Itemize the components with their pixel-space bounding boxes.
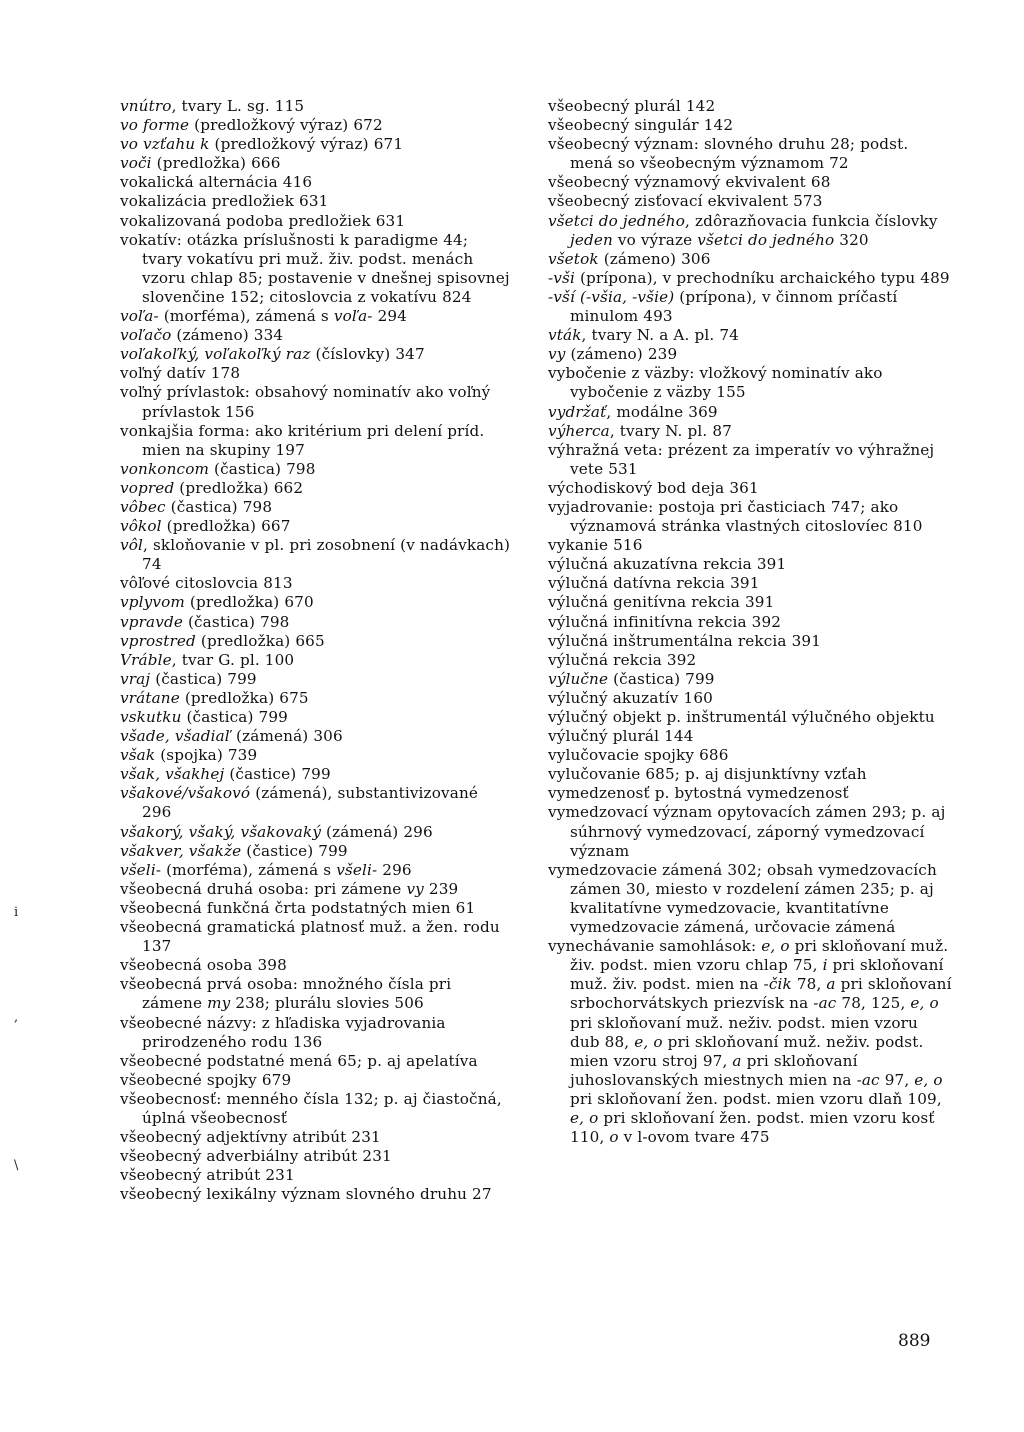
- entry-term-italic: vopred: [120, 478, 175, 497]
- index-entry: [120, 613, 512, 632]
- entry-text: (morféma), zámená s: [161, 860, 337, 879]
- index-entry: [120, 784, 512, 822]
- entry-text: , tvary N. a A. pl. 74: [581, 326, 739, 345]
- entry-term-italic: e, o: [761, 937, 790, 956]
- entry-text: výlučný objekt p. inštrumentál výlučného objektu: [548, 708, 935, 726]
- entry-text: (predložka) 675: [179, 688, 309, 707]
- index-entry: [120, 154, 512, 173]
- entry-text: 78,: [791, 975, 827, 994]
- index-entry: [548, 803, 952, 860]
- entry-term-italic: všetci do jedného: [548, 211, 686, 230]
- entry-term-italic: e, o: [914, 1070, 943, 1089]
- entry-term-italic: vy: [406, 879, 424, 898]
- entry-term-italic: všakorý, všaký, všakovaký: [120, 822, 322, 841]
- entry-text: výlučná rekcia 392: [548, 650, 697, 669]
- entry-term-italic: voľa-: [120, 307, 159, 326]
- entry-term-italic: o: [609, 1128, 619, 1147]
- entry-text: všeobecný významový ekvivalent 68: [548, 173, 831, 192]
- index-entry: [120, 192, 512, 211]
- entry-term-italic: -vší (-všia, -všie): [548, 287, 675, 306]
- entry-term-italic: -ac: [856, 1070, 880, 1089]
- right-index-column: [548, 97, 952, 1147]
- index-entry: [548, 441, 952, 479]
- index-entry: [548, 861, 952, 937]
- entry-text: vôľové citoslovcia 813: [120, 574, 293, 593]
- entry-term-italic: všakver, všakže: [120, 841, 242, 860]
- index-entry: [548, 689, 952, 708]
- entry-text: (číslovky) 347: [310, 345, 425, 364]
- entry-text: východiskový bod deja 361: [548, 478, 759, 497]
- index-entry: [548, 326, 952, 345]
- entry-term-italic: vpravde: [120, 612, 183, 631]
- index-entry: [548, 670, 952, 689]
- index-entry: [120, 479, 512, 498]
- entry-text: všeobecná osoba 398: [120, 956, 287, 975]
- index-entry: [548, 403, 952, 422]
- entry-term-italic: všakové/všakovó: [120, 784, 251, 803]
- entry-term-italic: vôkol: [120, 517, 162, 536]
- entry-text: (predložka) 670: [184, 593, 314, 612]
- index-entry: [120, 593, 512, 612]
- entry-text: 320: [834, 230, 869, 249]
- index-entry: [120, 231, 512, 307]
- entry-text: vymedzovacie zámená 302; obsah vymedzovacích zámen 30, miesto v rozdelení zámen 235; p. aj kvalitatívne vymedzovacie, kvantitatívne vymedzovacie zámená, určovacie zámená: [548, 860, 937, 937]
- index-entry: [120, 422, 512, 460]
- index-entry: [120, 97, 512, 116]
- entry-term-italic: vprostred: [120, 631, 196, 650]
- entry-text: vybočenie z väzby: vložkový nominatív ako vybočenie z väzby 155: [548, 364, 883, 402]
- entry-text: , tvar G. pl. 100: [171, 650, 295, 669]
- entry-text: 239: [423, 879, 459, 898]
- index-entry: [120, 345, 512, 364]
- entry-term-italic: vydržať: [548, 402, 607, 421]
- index-entry: [548, 498, 952, 536]
- entry-text: vynechávanie samohlások:: [548, 937, 762, 956]
- entry-term-italic: všeli-: [120, 860, 162, 879]
- index-entry: [120, 880, 512, 899]
- index-entry: [120, 918, 512, 956]
- entry-text: (častica) 799: [150, 669, 257, 688]
- index-entry: [120, 899, 512, 918]
- index-entry: [548, 613, 952, 632]
- index-entry: [120, 173, 512, 192]
- entry-text: všeobecný lexikálny význam slovného druhu 27: [120, 1185, 492, 1204]
- entry-text: vylučovanie 685; p. aj disjunktívny vzťah: [548, 765, 867, 784]
- entry-term-italic: všetok: [548, 249, 599, 268]
- entry-text: (predložka) 665: [195, 631, 325, 650]
- entry-text: všeobecný singulár 142: [548, 116, 734, 135]
- entry-text: všeobecnosť: menného čísla 132; p. aj čiastočná, úplná všeobecnosť: [120, 1089, 502, 1127]
- entry-term-italic: vôl: [120, 536, 144, 555]
- entry-term-italic: vôbec: [120, 497, 166, 516]
- entry-text: všeobecný adverbiálny atribút 231: [120, 1147, 392, 1166]
- entry-text: všeobecný význam: slovného druhu 28; podst. mená so všeobecným významom 72: [548, 135, 909, 173]
- entry-text: (zámená) 296: [321, 822, 433, 841]
- index-entry: [120, 116, 512, 135]
- entry-text: výlučná inštrumentálna rekcia 391: [548, 631, 822, 650]
- index-entry: [120, 460, 512, 479]
- index-entry: [120, 975, 512, 1013]
- index-entry: [548, 555, 952, 574]
- margin-mark: \: [14, 1158, 19, 1173]
- margin-mark: i: [14, 905, 19, 920]
- entry-text: výlučná infinitívna rekcia 392: [548, 612, 782, 631]
- entry-term-italic: vskutku: [120, 708, 182, 726]
- index-entry: [120, 574, 512, 593]
- entry-text: v l-ovom tvare 475: [618, 1128, 770, 1147]
- entry-term-italic: i: [822, 956, 828, 975]
- index-entry: [548, 536, 952, 555]
- index-entry: [548, 765, 952, 784]
- entry-text: (prípona), v činnom príčastí minulom 493: [570, 287, 898, 326]
- entry-text: všeobecné podstatné mená 65; p. aj apelatíva: [120, 1051, 478, 1070]
- entry-term-italic: voľačo: [120, 326, 172, 345]
- entry-text: všeobecný adjektívny atribút 231: [120, 1128, 381, 1147]
- entry-text: (častica) 799: [181, 708, 288, 726]
- index-entry: [120, 689, 512, 708]
- entry-text: výlučná genitívna rekcia 391: [548, 593, 775, 612]
- entry-text: všeobecné názvy: z hľadiska vyjadrovania prirodzeného rodu 136: [120, 1013, 446, 1051]
- entry-text: (zámeno) 334: [171, 326, 284, 345]
- index-entry: [548, 364, 952, 402]
- index-entry: [548, 422, 952, 441]
- left-index-column: [120, 97, 512, 1204]
- index-entry: [548, 746, 952, 765]
- entry-term-italic: e, o: [570, 1108, 599, 1127]
- index-entry: [548, 727, 952, 746]
- entry-text: (častica) 799: [608, 669, 715, 688]
- entry-text: , zdôrazňovacia funkcia číslovky: [685, 211, 938, 230]
- index-entry: [120, 1147, 512, 1166]
- index-entry: [548, 192, 952, 211]
- entry-text: (častice) 799: [224, 765, 331, 784]
- entry-term-italic: e, o: [634, 1032, 663, 1051]
- margin-mark: ,: [14, 1010, 19, 1025]
- entry-term-italic: všeli-: [336, 860, 378, 879]
- entry-text: vymedzenosť p. bytostná vymedzenosť: [548, 784, 849, 803]
- entry-text: 238; plurálu slovies 506: [230, 994, 424, 1013]
- entry-text: výlučný akuzatív 160: [548, 688, 713, 707]
- entry-term-italic: Vráble: [120, 650, 172, 669]
- entry-text: (predložka) 667: [161, 517, 291, 536]
- entry-text: vokatív: otázka príslušnosti k paradigme 44; tvary vokatívu pri muž. živ. podst. menách vzoru chlap 85; postavenie v dnešnej spisovnej slovenčine 152; citoslovcia z vokatívu 824: [120, 230, 510, 306]
- entry-term-italic: a: [826, 975, 836, 994]
- entry-text: výhražná veta: prézent za imperatív vo výhražnej vete 531: [548, 440, 935, 478]
- entry-term-italic: my: [207, 994, 231, 1013]
- entry-term-italic: vnútro: [120, 97, 172, 115]
- entry-text: voľný prívlastok: obsahový nominatív ako voľný prívlastok 156: [120, 383, 491, 421]
- index-entry: [120, 1014, 512, 1052]
- index-entry: [120, 498, 512, 517]
- index-entry: [120, 823, 512, 842]
- entry-text: vyjadrovanie: postoja pri časticiach 747; ako významová stránka vlastných citoslovíec 810: [548, 497, 923, 536]
- entry-text: pri skloňovaní žen. podst. mien vzoru kosť 110,: [570, 1108, 935, 1147]
- entry-term-italic: voľakoľký, voľakoľký raz: [120, 345, 311, 364]
- entry-term-italic: však, všakhej: [120, 765, 225, 784]
- index-entry: [120, 956, 512, 975]
- entry-term-italic: -vši: [548, 268, 575, 287]
- index-entry: [548, 708, 952, 727]
- entry-text: vylučovacie spojky 686: [548, 746, 729, 765]
- index-entry: [120, 517, 512, 536]
- entry-text: vymedzovací význam opytovacích zámen 293; p. aj súhrnový vymedzovací, záporný vymedzovací význam: [548, 803, 946, 860]
- index-entry: [548, 593, 952, 612]
- entry-term-italic: vo forme: [120, 116, 190, 135]
- entry-term-italic: výherca: [548, 421, 610, 440]
- index-entry: [120, 135, 512, 154]
- index-entry: [120, 670, 512, 689]
- entry-text: pri skloňovaní žen. podst. mien vzoru dlaň 109,: [570, 1089, 942, 1108]
- entry-term-italic: -ac: [813, 994, 837, 1013]
- entry-text: (morféma), zámená s: [158, 307, 334, 326]
- entry-text: 294: [372, 307, 408, 326]
- entry-term-italic: výlučne: [548, 669, 609, 688]
- entry-term-italic: a: [732, 1051, 742, 1070]
- entry-term-italic: však: [120, 746, 156, 765]
- index-entry: [548, 784, 952, 803]
- entry-term-italic: voľa-: [333, 307, 373, 326]
- entry-term-italic: vraj: [120, 669, 151, 688]
- index-entry: [548, 651, 952, 670]
- index-entry: [120, 1071, 512, 1090]
- entry-term-italic: -čik: [763, 975, 792, 994]
- entry-text: (spojka) 739: [155, 746, 258, 765]
- entry-text: vokalizovaná podoba predložiek 631: [120, 211, 406, 230]
- index-entry: [548, 345, 952, 364]
- entry-text: , tvary N. pl. 87: [609, 421, 732, 440]
- index-entry: [120, 746, 512, 765]
- entry-text: pri skloňovaní muž. živ. podst. mien na: [570, 956, 944, 994]
- entry-text: výlučná akuzatívna rekcia 391: [548, 555, 787, 574]
- entry-text: 97,: [879, 1070, 915, 1089]
- entry-term-italic: vonkoncom: [120, 459, 210, 478]
- index-entry: [120, 861, 512, 880]
- entry-text: (prípona), v prechodníku archaického typu 489: [574, 268, 950, 287]
- entry-text: (častice) 799: [241, 841, 348, 860]
- entry-text: (predložka) 662: [174, 478, 304, 497]
- entry-text: vonkajšia forma: ako kritérium pri delení príd. mien na skupiny 197: [120, 421, 485, 459]
- entry-text: vo výraze: [612, 230, 698, 249]
- index-entry: [548, 632, 952, 651]
- entry-text: (častica) 798: [209, 459, 316, 478]
- index-entry: [120, 632, 512, 651]
- entry-term-italic: vo vzťahu k: [120, 135, 210, 154]
- entry-text: (predložkový výraz) 672: [189, 116, 383, 135]
- entry-term-italic: vy: [548, 345, 566, 364]
- entry-text: všeobecný plurál 142: [548, 97, 716, 115]
- index-entry: [120, 708, 512, 727]
- index-entry: [120, 1166, 512, 1185]
- index-entry: [120, 842, 512, 861]
- index-entry: [548, 288, 952, 326]
- entry-text: vokalizácia predložiek 631: [120, 192, 329, 211]
- entry-text: (častica) 798: [182, 612, 290, 631]
- index-entry: [120, 765, 512, 784]
- entry-term-italic: jeden: [570, 230, 613, 249]
- entry-text: všeobecné spojky 679: [120, 1070, 292, 1089]
- index-entry: [120, 383, 512, 421]
- index-entry: [548, 116, 952, 135]
- index-entry: [120, 212, 512, 231]
- entry-text: všeobecná prvá osoba: množného čísla pri zámene: [120, 975, 452, 1013]
- entry-term-italic: voči: [120, 154, 152, 173]
- index-entry: [120, 536, 512, 574]
- entry-text: všeobecný atribút 231: [120, 1166, 295, 1185]
- entry-text: (zámená), substantivizované 296: [142, 784, 479, 822]
- entry-text: všeobecná gramatická platnosť muž. a žen. rodu 137: [120, 918, 500, 956]
- index-entry: [120, 727, 512, 746]
- entry-term-italic: vták: [548, 326, 582, 345]
- entry-text: , skloňovanie v pl. pri zosobnení (v nadávkach) 74: [142, 536, 511, 574]
- entry-text: vykanie 516: [548, 536, 643, 555]
- index-entry: [120, 651, 512, 670]
- index-entry: [548, 173, 952, 192]
- index-entry: [548, 937, 952, 1147]
- entry-text: , tvary L. sg. 115: [171, 97, 305, 115]
- index-entry: [120, 326, 512, 345]
- entry-text: výlučný plurál 144: [548, 727, 694, 746]
- index-entry: [120, 1052, 512, 1071]
- index-entry: [120, 307, 512, 326]
- entry-text: výlučná datívna rekcia 391: [548, 574, 760, 593]
- entry-text: všeobecná druhá osoba: pri zámene: [120, 879, 407, 898]
- entry-term-italic: vrátane: [120, 688, 180, 707]
- entry-text: pri skloňovaní muž. neživ. podst. mien vzoru dub 88,: [570, 1013, 918, 1051]
- index-entry: [120, 1128, 512, 1147]
- entry-text: voľný datív 178: [120, 364, 241, 383]
- index-entry: [548, 250, 952, 269]
- entry-text: všeobecný zisťovací ekvivalent 573: [548, 192, 823, 211]
- index-entry: [548, 135, 952, 173]
- index-entry: [548, 574, 952, 593]
- index-entry: [120, 1185, 512, 1204]
- entry-text: pri skloňovaní srbochorvátskych priezvísk na: [570, 975, 952, 1013]
- index-entry: [548, 212, 952, 250]
- entry-text: 78, 125,: [836, 994, 911, 1013]
- entry-text: vokalická alternácia 416: [120, 173, 313, 192]
- entry-text: všeobecná funkčná črta podstatných mien 61: [120, 898, 476, 917]
- entry-term-italic: všade, všadiaľ: [120, 727, 232, 746]
- entry-text: (zámeno) 306: [598, 249, 711, 268]
- entry-term-italic: všetci do jedného: [697, 230, 835, 249]
- entry-text: pri skloňovaní juhoslovanských miestnych mien na: [570, 1051, 858, 1089]
- index-entry: [120, 364, 512, 383]
- entry-text: 296: [377, 860, 412, 879]
- entry-term-italic: vplyvom: [120, 593, 185, 612]
- entry-text: (častica) 798: [165, 497, 273, 516]
- page-number: 889: [898, 1331, 931, 1351]
- entry-text: (zámená) 306: [231, 727, 343, 746]
- index-entry: [120, 1090, 512, 1128]
- entry-text: pri skloňovaní muž. živ. podst. mien vzoru chlap 75,: [570, 937, 949, 975]
- entry-text: (zámeno) 239: [565, 345, 678, 364]
- entry-text: , modálne 369: [606, 402, 718, 421]
- entry-text: (predložkový výraz) 671: [209, 135, 404, 154]
- index-entry: [548, 479, 952, 498]
- index-entry: [548, 97, 952, 116]
- entry-term-italic: e, o: [910, 994, 939, 1013]
- entry-text: (predložka) 666: [151, 154, 281, 173]
- index-entry: [548, 269, 952, 288]
- entry-text: pri skloňovaní muž. neživ. podst. mien vzoru stroj 97,: [570, 1032, 924, 1070]
